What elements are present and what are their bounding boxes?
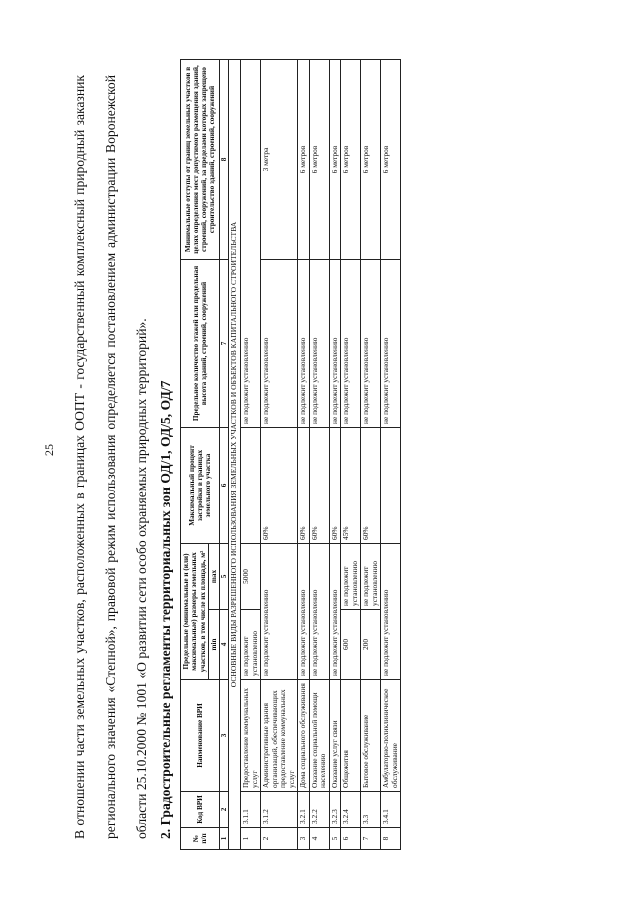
row-minmax: не подлежит установлению: [381, 543, 401, 679]
row-min: 600: [341, 610, 361, 680]
header-name: Наименование ВРИ: [181, 680, 220, 792]
table-row: [381, 59, 401, 849]
table-row: [361, 59, 381, 849]
row-percent: 60%: [309, 427, 329, 543]
row-floors: не подлежит установлению: [361, 259, 381, 427]
row-setback: 6 метров: [341, 59, 361, 259]
row-minmax: не подлежит установлению: [261, 543, 298, 679]
row-max: не подлежит установлению: [341, 543, 361, 609]
row-number: 1: [241, 828, 261, 850]
row-minmax: не подлежит установлению: [309, 543, 329, 679]
row-name: Предоставление коммунальных услуг: [241, 680, 261, 792]
row-percent: 60%: [329, 427, 341, 543]
row-setback: 3 метра: [261, 59, 298, 259]
regulations-table: [180, 59, 401, 850]
row-minmax: не подлежит установлению: [298, 543, 310, 679]
row-number: 6: [341, 828, 361, 850]
header-max: max: [208, 543, 219, 609]
row-max: не подлежит установлению: [361, 543, 381, 609]
section-heading: 2. Градостроительные регламенты территориальных зон ОД/1, ОД/5, ОД/7: [158, 380, 173, 839]
row-setback: 6 метров: [329, 59, 341, 259]
row-floors: не подлежит установлению: [298, 259, 310, 427]
row-name: Оказание социальной помощи населению: [309, 680, 329, 792]
row-name: Оказание услуг связи: [329, 680, 341, 792]
column-number-row: [220, 59, 229, 849]
row-percent: 60%: [361, 427, 381, 543]
page-number: 25: [42, 444, 56, 456]
column-number: 1: [220, 828, 229, 850]
row-floors: не подлежит установлению: [341, 259, 361, 427]
section-row: [229, 59, 241, 849]
row-minmax: не подлежит установлению: [329, 543, 341, 679]
row-name: Общежития: [341, 680, 361, 792]
table-row: [341, 59, 361, 849]
table-row: [329, 59, 341, 849]
row-setback: 6 метров: [309, 59, 329, 259]
row-percent: [241, 427, 261, 543]
row-code: 3.2.1: [298, 792, 310, 828]
row-setback: 6 метров: [361, 59, 381, 259]
row-number: 8: [381, 828, 401, 850]
table-row: [241, 59, 261, 849]
row-number: 5: [329, 828, 341, 850]
row-code: 3.1.1: [241, 792, 261, 828]
row-code: 3.4.1: [381, 792, 401, 828]
row-name: Бытовое обслуживание: [361, 680, 381, 792]
regulations-table-wrapper: [180, 60, 401, 850]
header-size: Предельные (минимальные и (или) максимальные) размеры земельных участков, в том числе их площадь, м²: [181, 543, 209, 679]
row-code: 3.1.2: [261, 792, 298, 828]
row-number: 3: [298, 828, 310, 850]
row-number: 4: [309, 828, 329, 850]
intro-paragraph: В отношении части земельных участков, расположенных в границах ООПТ - государственный комплексный природный заказник регионального значения «Степной», правовой режим использования определяется постановлением администрации Воронежской области 25.10.2000 № 1001 «О развитии сети особо охраняемых природных территорий».: [72, 75, 149, 839]
column-number: 7: [220, 259, 229, 427]
row-min: 200: [361, 610, 381, 680]
table-row: [261, 59, 298, 849]
row-max: 5000: [241, 543, 261, 609]
row-name: Административные здания организаций, обеспечивающих предоставление коммунальных услуг: [261, 680, 298, 792]
row-name: Амбулаторно-поликлиническое обслуживание: [381, 680, 401, 792]
header-min: min: [208, 610, 219, 680]
row-number: 7: [361, 828, 381, 850]
row-name: Дома социального обслуживания: [298, 680, 310, 792]
row-setback: 6 метров: [298, 59, 310, 259]
header-num: № п/п: [181, 828, 220, 850]
column-number: 4: [220, 610, 229, 680]
section-title: ОСНОВНЫЕ ВИДЫ РАЗРЕШЕННОГО ИСПОЛЬЗОВАНИЯ ЗЕМЕЛЬНЫХ УЧАСТКОВ И ОБЪЕКТОВ КАПИТАЛЬНОГО СТРОИТЕЛЬСТВА: [229, 59, 241, 849]
header-floors: Предельное количество этажей или предельная высота зданий, строений, сооружений: [181, 259, 220, 427]
row-percent: 60%: [298, 427, 310, 543]
header-code: Код ВРИ: [181, 792, 220, 828]
row-floors: не подлежит установлению: [261, 259, 298, 427]
column-number: 8: [220, 59, 229, 259]
table-row: [298, 59, 310, 849]
column-number: 5: [220, 543, 229, 609]
row-percent: 60%: [261, 427, 298, 543]
row-number: 2: [261, 828, 298, 850]
row-min: не подлежит установлению: [241, 610, 261, 680]
row-setback: 6 метров: [381, 59, 401, 259]
header-setback: Минимальные отступы от границ земельных участков в целях определения мест допустимого размещения зданий, строений, сооружений, за пределами которых запрещено строительство зданий, строений, сооружений: [181, 59, 220, 259]
row-code: 3.2.3: [329, 792, 341, 828]
header-percent: Максимальный процент застройки в границах земельного участка: [181, 427, 220, 543]
row-code: 3.2.4: [341, 792, 361, 828]
column-number: 2: [220, 792, 229, 828]
table-row: [309, 59, 329, 849]
row-code: 3.2.2: [309, 792, 329, 828]
row-floors: не подлежит установлению: [309, 259, 329, 427]
row-percent: [381, 427, 401, 543]
row-code: 3.3: [361, 792, 381, 828]
row-floors: не подлежит установлению: [381, 259, 401, 427]
row-percent: 45%: [341, 427, 361, 543]
row-floors: не подлежит установлению: [329, 259, 341, 427]
row-floors: не подлежит установлению: [241, 59, 261, 427]
column-number: 6: [220, 427, 229, 543]
column-number: 3: [220, 680, 229, 792]
